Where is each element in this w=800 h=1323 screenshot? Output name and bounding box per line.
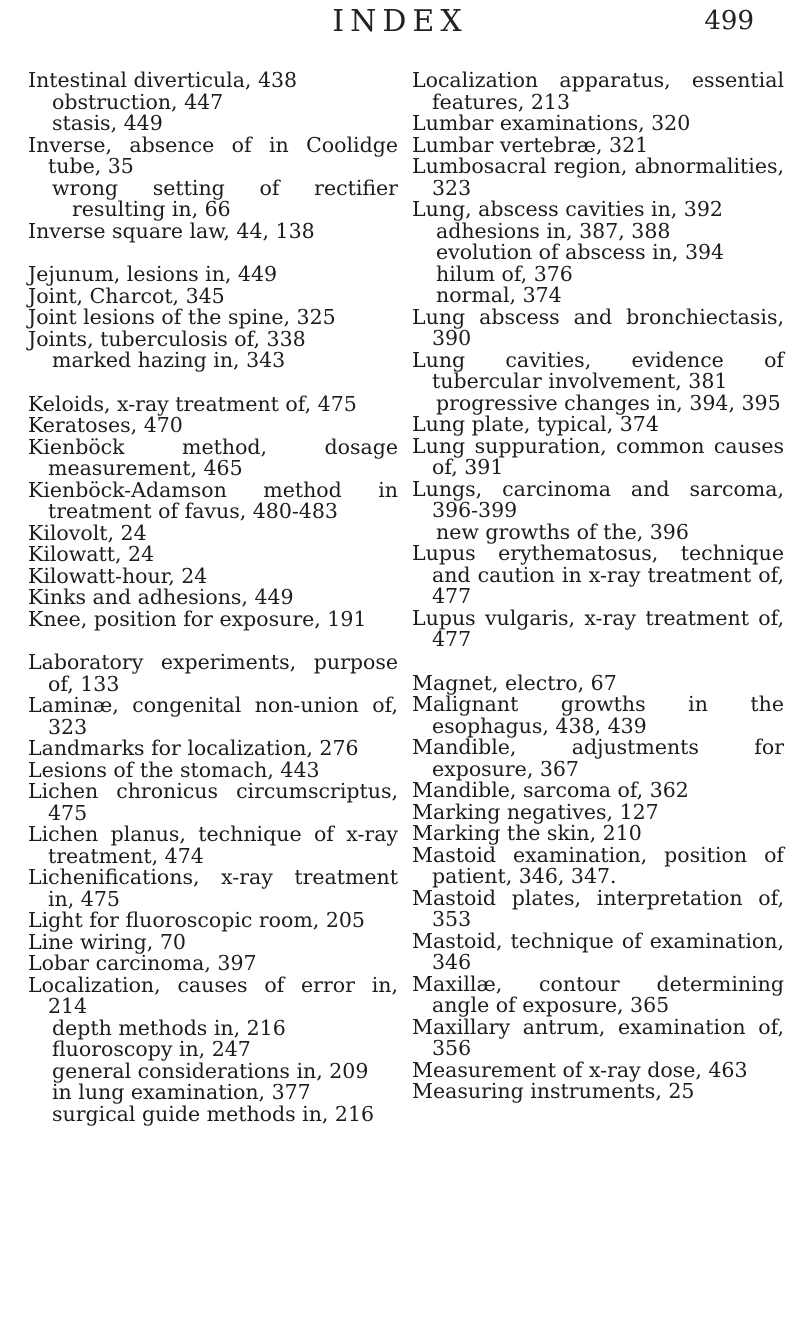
index-column-left (28, 70, 398, 1125)
page-number: 499 (704, 6, 754, 36)
index-entry: Lumbar examinations, 320 (412, 111, 691, 135)
index-entry: Line wiring, 70 (28, 929, 186, 954)
index-column-right (412, 70, 784, 1103)
index-entry: Keratoses, 470 (28, 413, 183, 437)
index-entry: Knee, position for exposure, 191 (28, 606, 367, 631)
index-entry: Lupus vulgaris, x-ray treatment of, 477 (412, 605, 784, 651)
index-entry: Measuring instruments, 25 (412, 1079, 695, 1103)
index-entry: Mastoid, technique of examination, 346 (412, 928, 784, 974)
index-subentry: new growths of the, 396 (436, 519, 689, 544)
index-entry: Maxillæ, contour determining angle of exposure, 365 (412, 971, 784, 1017)
index-entry: Lumbar vertebræ, 321 (412, 132, 649, 157)
index-entry: Marking the skin, 210 (412, 821, 642, 845)
index-subentry: surgical guide methods in, 216 (52, 1101, 375, 1126)
index-entry: Lumbosacral region, abnormalities, 323 (412, 154, 784, 200)
index-entry: Intestinal diverticula, 438 (28, 68, 298, 92)
index-entry: Mastoid plates, interpretation of, 353 (412, 885, 784, 931)
index-subentry: normal, 374 (436, 283, 562, 307)
index-entry: Mandible, sarcoma of, 362 (412, 778, 689, 802)
index-entry: Kinks and adhesions, 449 (28, 585, 294, 609)
page-title: INDEX (332, 4, 468, 39)
index-entry: Joint lesions of the spine, 325 (28, 305, 336, 329)
index-entry: Lung abscess and bronchiectasis, 390 (412, 304, 784, 350)
index-entry: Kilowatt, 24 (28, 542, 155, 566)
index-entry: Lung suppuration, common causes of, 391 (412, 433, 784, 479)
index-entry: Lesions of the stomach, 443 (28, 757, 320, 782)
index-subentry: obstruction, 447 (52, 89, 224, 114)
index-entry: Joint, Charcot, 345 (28, 283, 225, 308)
index-entry: Laboratory experiments, purpose of, 133 (28, 650, 398, 696)
index-subentry: adhesions in, 387, 388 (436, 218, 671, 243)
index-entry: Light for fluoroscopic room, 205 (28, 908, 365, 932)
index-subentry: evolution of abscess in, 394 (436, 240, 725, 264)
index-entry: Kienböck-Adamson method in treatment of favus, 480-483 (28, 477, 398, 523)
index-entry: Jejunum, lesions in, 449 (28, 262, 278, 286)
index-entry: Lichenifications, x-ray treatment in, 475 (28, 865, 398, 911)
index-subentry: stasis, 449 (52, 111, 163, 135)
index-subentry: hilum of, 376 (436, 261, 573, 286)
index-entry: Malignant growths in the esophagus, 438, 439 (412, 692, 784, 738)
index-subentry: in lung examination, 377 (52, 1080, 311, 1104)
index-entry: Magnet, electro, 67 (412, 670, 617, 695)
index-entry: Lung cavities, evidence of tubercular involvement, 381 (412, 347, 784, 393)
index-subentry: marked hazing in, 343 (52, 348, 286, 372)
index-entry: Mandible, adjustments for exposure, 367 (412, 735, 784, 781)
index-entry: Lung, abscess cavities in, 392 (412, 197, 723, 221)
index-entry: Inverse, absence of in Coolidge tube, 35 (28, 132, 398, 178)
index-entry: Kienböck method, dosage measurement, 465 (28, 434, 398, 480)
index-subentry: progressive changes in, 394, 395 (436, 390, 781, 415)
index-subentry: general considerations in, 209 (52, 1058, 369, 1083)
index-entry: Keloids, x-ray treatment of, 475 (28, 391, 357, 416)
index-entry: Lupus erythematosus, technique and caution in x-ray treatment of, 477 (412, 541, 784, 608)
index-entry: Landmarks for localization, 276 (28, 736, 359, 760)
index-subentry: fluoroscopy in, 247 (52, 1037, 251, 1061)
index-subentry: wrong setting of rectifier resulting in, 66 (52, 175, 398, 221)
page-header (0, 0, 800, 60)
index-entry: Kilovolt, 24 (28, 520, 147, 545)
index-subentry: depth methods in, 216 (52, 1015, 286, 1040)
index-entry: Localization, causes of error in, 214 (28, 972, 398, 1018)
index-entry: Lichen chronicus circumscriptus, 475 (28, 779, 398, 825)
index-entry: Lichen planus, technique of x-ray treatment, 474 (28, 822, 398, 868)
index-entry: Mastoid examination, position of patient, 346, 347. (412, 842, 784, 888)
index-entry: Laminæ, congenital non-union of, 323 (28, 693, 398, 739)
index-entry: Measurement of x-ray dose, 463 (412, 1057, 748, 1082)
index-entry: Inverse square law, 44, 138 (28, 218, 315, 243)
index-entry: Lung plate, typical, 374 (412, 412, 659, 436)
index-entry: Marking negatives, 127 (412, 799, 659, 824)
index-entry: Kilowatt-hour, 24 (28, 563, 208, 588)
index-entry: Joints, tuberculosis of, 338 (28, 326, 306, 351)
index-entry: Localization apparatus, essential features, 213 (412, 68, 784, 114)
index-entry: Lobar carcinoma, 397 (28, 951, 257, 975)
index-entry: Lungs, carcinoma and sarcoma, 396-399 (412, 476, 784, 522)
index-entry: Maxillary antrum, examination of, 356 (412, 1014, 784, 1060)
